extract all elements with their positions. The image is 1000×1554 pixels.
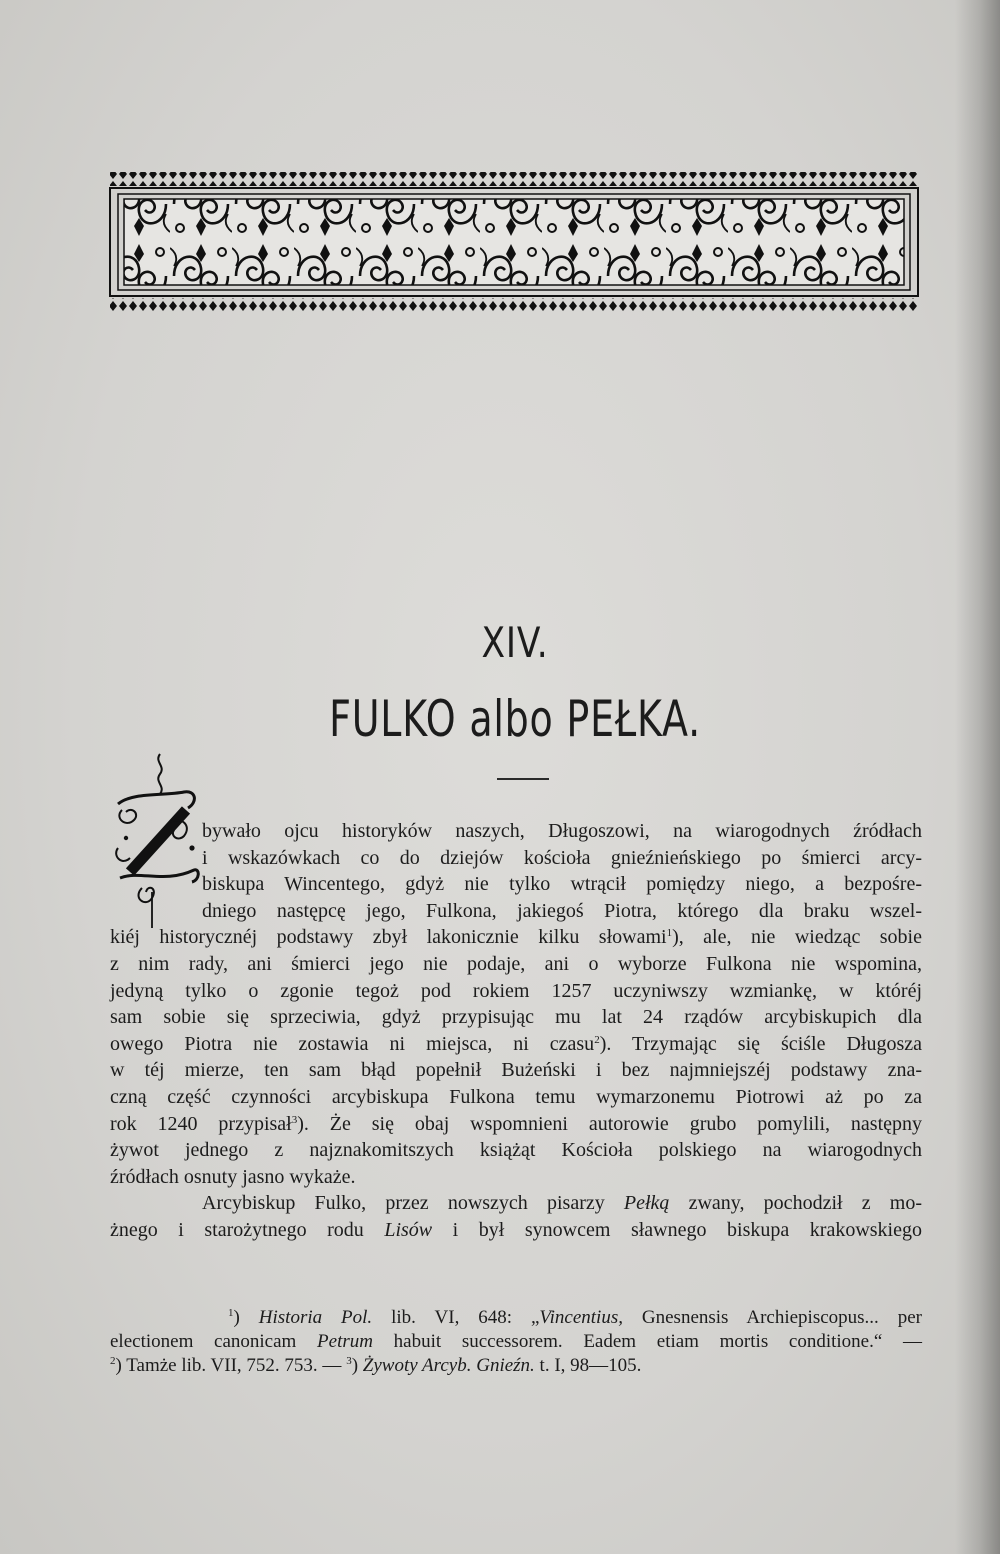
paragraph-1 [110,818,922,1190]
text-line: Arcybiskup Fulko, przez nowszych pisarzy Pełką zwany, pochodził z mo- [202,1192,922,1215]
chapter-number: XIV. [481,618,549,667]
text-line: owego Piotra nie zostawia ni miejsca, ni czasu$^2$). Trzymając się ściśle Długosza [110,1032,923,1055]
text-line: biskupa Wincentego, gdyż nie tylko wtrącił pomiędzy niego, a bezpośre- [202,873,922,896]
footnote-1: $^1$) Historia Pol. lib. VI, 648: „Vincentius, Gnesnensis Archiepiscopus... per [228,1307,922,1328]
footnote-ref: 2 [594,1033,600,1046]
chapter-title: FULKO albo PEŁKA. [329,690,701,748]
footnote-ref: 1 [666,927,673,940]
text-line: w téj mierze, ten sam błąd popełnił Bużeński i bez najmniejszéj podstawy zna- [110,1059,922,1082]
title-rule [497,778,549,780]
text-line: bywało ojcu historyków naszych, Długoszowi, na wiarogodnych źródłach [202,820,922,842]
text-line: z nim rady, ani śmierci jego nie podaje, ani o wyborze Fulkona nie wspomina, [110,952,922,975]
text-line: dniego następcę jego, Fulkona, jakiegoś Piotra, którego dla braku wszel- [202,899,922,922]
footnote-2-3: $^2$) Tamże lib. VII, 752. 753. — $^3$) Żywoty Arcyb. Gnieźn. t. I, 98—105. [110,1355,642,1376]
text-line: i wskazówkach co do dziejów kościoła gnieźnieńskiego po śmierci arcy- [202,846,922,869]
text-line: sam sobie się sprzeciwia, gdyż przypisując mu lat 24 rządów arcybiskupich dla [110,1006,922,1029]
text-line: jedyną tylko o zgonie tegoż pod rokiem 1257 uczyniwszy wzmiankę, w któréj [110,979,922,1002]
text-line: żywot jednego z najznakomitszych książąt Kościoła polskiego na wiarogodnych [110,1139,922,1162]
footnote-ref: 3 [291,1113,298,1126]
footnote-1-continued: electionem canonicam Petrum habuit successorem. Eadem etiam mortis conditione.“ — [110,1331,922,1352]
footnotes [110,1306,922,1378]
text-line: czną część czynności arcybiskupa Fulkona temu wymarzonemu Piotrowi aż po za [110,1085,922,1108]
body-text [110,818,922,1244]
paragraph-2 [110,1190,922,1243]
text-line: żnego i starożytnego rodu Lisów i był synowcem sławnego biskupa krakowskiego [110,1218,922,1241]
page-edge-shadow [955,0,1000,1554]
ornamental-headpiece [108,168,920,316]
text-line: źródłach osnuty jasno wykaże. [110,1165,356,1188]
text-line: kiéj historycznéj podstawy zbył lakonicznie kilku słowami$^1$), ale, nie wiedząc sobie [110,926,922,949]
text-line: rok 1240 przypisał$^3$). Że się obaj wspomnieni autorowie grubo pomylili, następny [110,1112,922,1135]
